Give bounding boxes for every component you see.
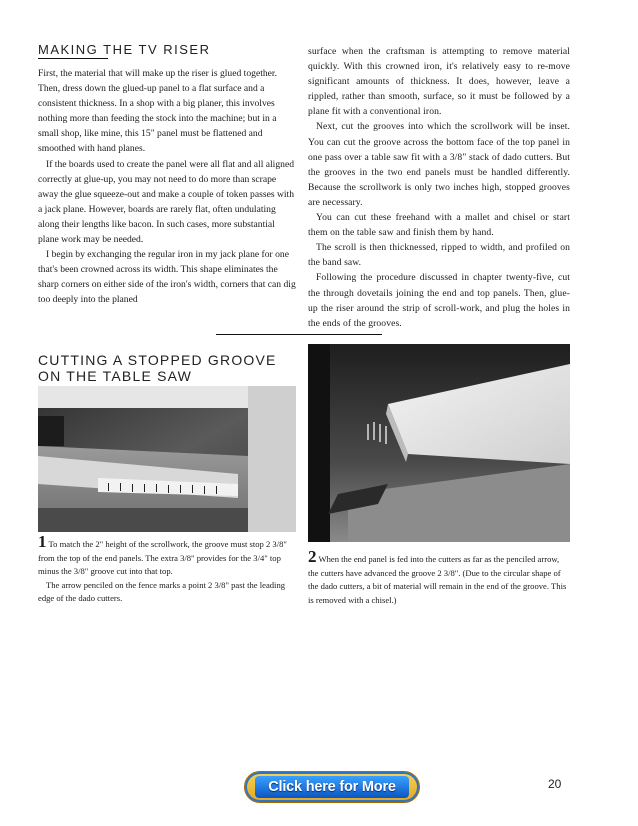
caption-1: [38, 532, 300, 606]
paragraph: If the boards used to create the panel were all flat and all aligned correctly at glue-up, you may not need to do more than scrape away the glue squeeze-out and make a couple of token passes with a jack plane. However, boards are rarely flat, often undulating along their lengths like bacon. In such cases, more substantial plane work may be needed.: [38, 158, 295, 246]
heading-underline: [38, 58, 108, 59]
paragraph: First, the material that will make up the riser is glued together.: [38, 68, 277, 79]
paragraph: Following the procedure discussed in chapter twenty-five, cut the through dovetails joining the end and top panels. Then, glue-up the riser around the strip of scroll-work, and plug the holes in the ends of the grooves.: [308, 272, 570, 329]
caption-text: When the end panel is fed into the cutters as far as the penciled arrow, the cutters have advanced the groove 2 3/8". (Due to the circular shape of the dado cutters, a bit of material will remain in the end of the groove. This is removed with a chisel.): [308, 554, 567, 605]
photo-1-image: [38, 386, 296, 532]
left-column-text: [38, 66, 296, 308]
paragraph: surface when the craftsman is attempting to remove material quickly. With this crowned iron, it's relatively easy to re-move significant amounts of thickness. It does, however, leave a rippled, rather than smooth, surface, so it must be followed by a plane fit with a conventional iron.: [308, 46, 570, 118]
photo-board-cutters: [308, 344, 570, 542]
caption-text: The arrow penciled on the fence marks a point 2 3/8" past the leading edge of the dado cutters.: [38, 579, 286, 604]
caption-2: [308, 547, 570, 607]
paragraph: The scroll is then thicknessed, ripped to width, and profiled on the band saw.: [308, 242, 570, 269]
section-divider: [216, 334, 382, 335]
heading-line: ON THE TABLE SAW: [38, 368, 193, 384]
click-for-more-button[interactable]: [244, 771, 420, 803]
right-column-text: [308, 44, 570, 331]
section-heading-making-tv-riser: MAKING THE TV RISER: [38, 42, 211, 57]
paragraph: Then, dress down the glued-up panel to a flat surface and a consistent thickness. In a shop with a big planer, this involves nothing more than feeding the stock into the machine; but in a small shop, like mine, this 15" panel must be flattened and smoothed with hand planes.: [38, 83, 277, 155]
caption-text: To match the 2" height of the scrollwork, the groove must stop 2 3/8" from the top of the end panels. The extra 3/8" provides for the 3/4" top minus the 3/8" groove cut into that top.: [38, 539, 287, 577]
page-number: 20: [548, 777, 562, 791]
paragraph: I begin by exchanging the regular iron in my jack plane for one that's been crowned across its width. This shape eliminates the sharp corners on either side of the iron's width, corners that can dig too deeply into the planed: [38, 249, 296, 306]
click-for-more-label: Click here for More: [255, 776, 409, 798]
paragraph: You can cut these freehand with a mallet and chisel or start them on the table saw and finish them by hand.: [308, 212, 570, 239]
photo-2-image: [308, 344, 570, 542]
paragraph: Next, cut the grooves into which the scrollwork will be inset. You can cut the groove across the bottom face of the top panel in one pass over a table saw fit with a 3/8" stack of dado cutters. But the grooves in the two end panels must be handled differently. Because the scrollwork is only two inches high, stopped grooves are necessary.: [308, 121, 570, 208]
section-heading-stopped-groove: [38, 352, 277, 384]
heading-line: CUTTING A STOPPED GROOVE: [38, 352, 277, 368]
caption-number: 2: [308, 547, 317, 566]
photo-fence-ruler: [38, 386, 296, 532]
caption-number: 1: [38, 532, 47, 551]
